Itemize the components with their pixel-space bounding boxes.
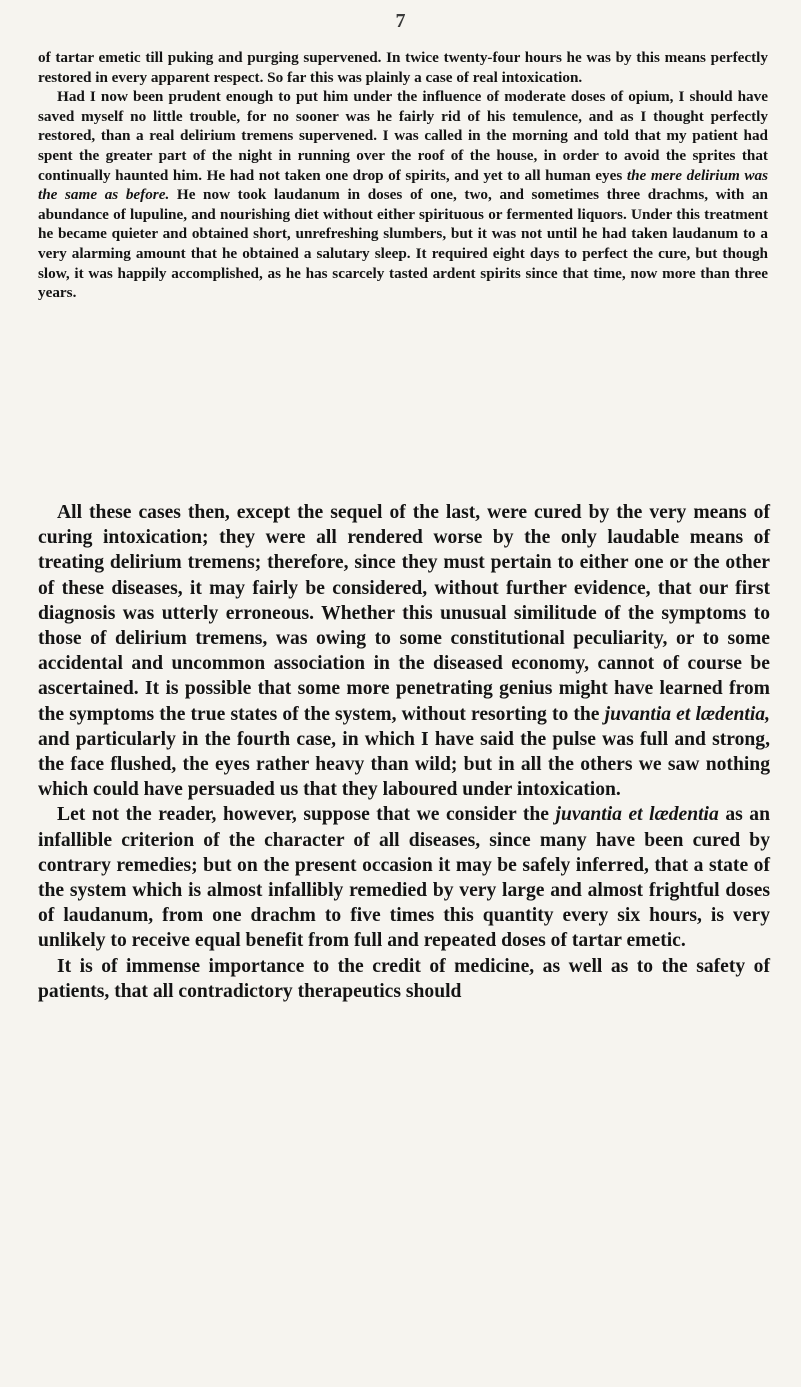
- paragraph: [38, 87, 768, 303]
- italic-phrase: juvantia et lædentia: [555, 804, 719, 826]
- paragraph-text: All these cases then, except the sequel of the last, were cured by the very means of curing intoxication; they were all rendered worse by the only laudable means of treating delirium tremens; therefore, since they must pertain to either one or the other of these diseases, it may fairly be considered, without further evidence, that our first diagnosis was utterly erroneous. Whether this unusual similitude of the symptoms to those of delirium tremens, was owing to some constitutional peculiarity, or to some accidental and uncommon association in the diseased economy, cannot of course be ascertained. It is possible that some more penetrating genius might have learned from the symptoms the true states of the system, without resorting to the: [38, 502, 770, 725]
- italic-phrase: juvantia et lædentia,: [604, 703, 771, 725]
- paragraph-text: Let not the reader, however, suppose that we consider the: [57, 804, 556, 826]
- italic-phrase: the mere delirium was the same as before.: [38, 166, 768, 204]
- paragraph: [38, 48, 768, 87]
- paragraph: [38, 802, 770, 953]
- paragraph: [38, 954, 770, 1004]
- paragraph-text: as an infallible criterion of the character of all diseases, since many have been cured by contrary remedies; but on the present occasion it may be safely inferred, that a state of the system which is almost infallibly remedied by very large and almost frightful doses of laudanum, from one drachm to five times this quantity every six hours, is very unlikely to receive equal benefit from full and repeated doses of tartar emetic.: [38, 804, 770, 952]
- small-print-section: [38, 48, 768, 303]
- large-print-section: [38, 500, 770, 1004]
- paragraph-text: Had I now been prudent enough to put him under the influence of moderate doses of opium, I should have saved myself no little trouble, for no sooner was he fairly rid of his temulence, and as I thought perfectly restored, than a real delirium tremens supervened. I was called in the morning and told that my patient had spent the greater part of the night in running over the roof of the house, in order to avoid the sprites that continually haunted him. He had not taken one drop of spirits, and yet to all human eyes: [38, 88, 768, 184]
- page-number: 7: [395, 10, 406, 32]
- paragraph: [38, 500, 770, 802]
- paragraph-text: He now took laudanum in doses of one, two, and sometimes three drachms, with an abundance of lupuline, and nourishing diet without either spirituous or fermented liquors. Under this treatment he became quieter and obtained short, unrefreshing slumbers, but it was not until he had taken laudanum to a very alarming amount that he obtained a salutary sleep. It required eight days to perfect the cure, but though slow, it was happily accomplished, as he has scarcely tasted ardent spirits since that time, now more than three years.: [38, 186, 768, 302]
- paragraph-text: of tartar emetic till puking and purging supervened. In twice twenty-four hours he was by this means perfectly restored in every apparent respect. So far this was plainly a case of real intoxication.: [38, 49, 768, 86]
- paragraph-text: and particularly in the fourth case, in which I have said the pulse was full and strong, the face flushed, the eyes rather heavy than wild; but in all the others we saw nothing which could have persuaded us that they laboured under intoxication.: [38, 728, 770, 801]
- paragraph-text: It is of immense importance to the credit of medicine, as well as to the safety of patients, that all contradictory therapeutics should: [38, 955, 770, 1002]
